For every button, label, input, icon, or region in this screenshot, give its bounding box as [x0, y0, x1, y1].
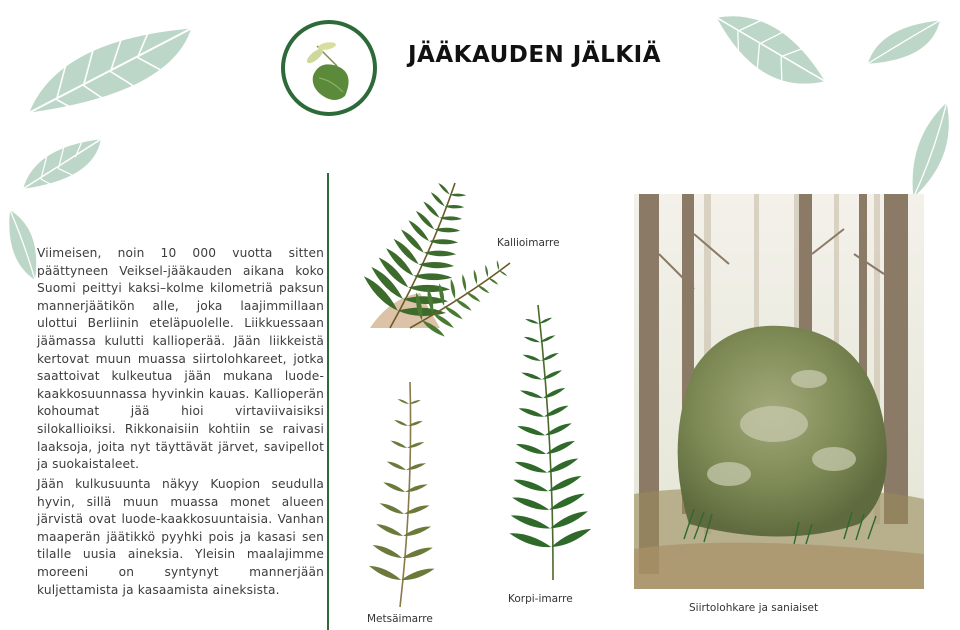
decorative-leaf-icon [900, 95, 960, 205]
caption-metsaimarre: Metsäimarre [367, 613, 433, 625]
fern-illustration [345, 372, 470, 612]
caption-siirtolohkare: Siirtolohkare ja saniaiset [689, 602, 819, 614]
body-paragraph-2: Jään kulkusuunta näkyy Kuopion seudulla hyvin, sillä muun muassa monet alueen järvistä ovat luode-kaakkosuuntaisia. Vanhan maaperän jäätikkö pyyhki pois ja kasasi sen tilalle uusia aineksia. Yleisin maalajimme moreeni on syntynyt mannerjään kuljettamista ja kasaamista aineksista. [37, 477, 324, 597]
column-divider [327, 173, 329, 630]
fern-illustration [498, 300, 618, 585]
caption-kallioimarre: Kallioimarre [497, 237, 560, 249]
page-title: JÄÄKAUDEN JÄLKIÄ [408, 42, 662, 68]
decorative-leaf-icon [10, 14, 220, 124]
decorative-leaf-icon [858, 14, 948, 74]
decorative-leaf-icon [12, 134, 112, 194]
boulder-forest-illustration [634, 194, 924, 589]
body-paragraph-1: Viimeisen, noin 10 000 vuotta sitten päättyneen Veiksel-jääkauden aikana koko Suomi peittyi kaksi–kolme kilometriä paksun mannerjäätikön alle, joka laajimmillaan ulottui Berliinin eteläpuolelle. Liikkuessaan jäämassa kulutti kallioperää. Jään liikkeistä kertovat muun muassa siirtolohkareet, jotka saattoivat kulkeutua jään mukana luode-kaakkosuunnassa hyvinkin kauas. Kallioperän kohoumat jää hioi virtaviivaisiksi silokallioiksi. Rikkonaisiin kohtiin se raivasi laaksoja, joita nyt täyttävät järvet, savipellot ja suokaistaleet. [37, 246, 324, 472]
decorative-leaf-icon [700, 0, 840, 110]
caption-korpi-imarre: Korpi-imarre [508, 593, 573, 605]
linden-leaf-icon [279, 18, 379, 118]
